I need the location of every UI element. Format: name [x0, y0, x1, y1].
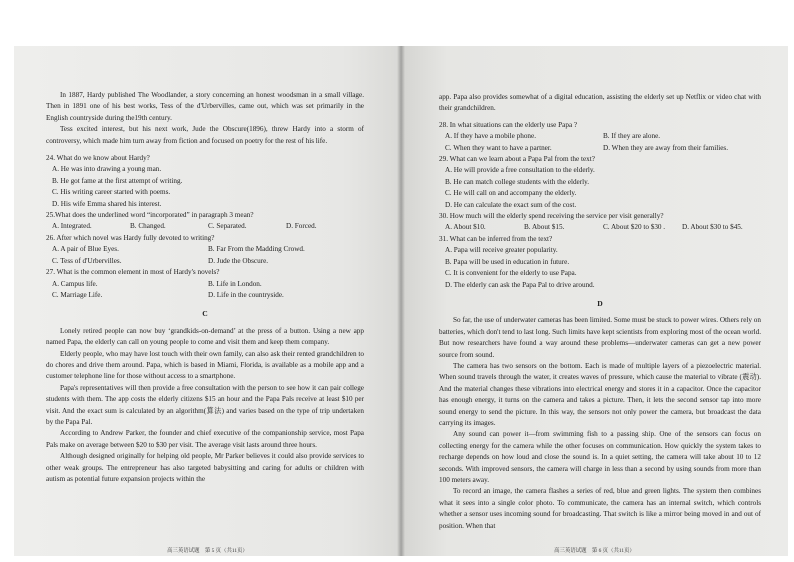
book-spread — [14, 46, 788, 556]
option-a: A. Integrated. — [52, 222, 92, 231]
page-footer: 高三英语试题 第 6 页（共11页） — [554, 548, 635, 554]
options-row — [439, 143, 761, 154]
question-25 — [46, 210, 364, 233]
section-d-heading: D — [597, 298, 603, 308]
question-stem: 26. After which novel was Hardy fully devoted to writing? — [46, 233, 215, 242]
question-stem: 27. What is the common element in most of Hardy's novels? — [46, 268, 220, 277]
option-c: C. He will call on and accompany the elderly. — [445, 189, 577, 198]
option-a: A. About $10. — [445, 223, 486, 232]
option-d: D. About $30 to $45. — [682, 223, 743, 232]
question-stem: 31. What can be inferred from the text? — [439, 234, 553, 243]
option-a: A. Papa will receive greater popularity. — [445, 246, 558, 255]
question-28 — [439, 120, 761, 154]
option-a: A. Campus life. — [52, 279, 98, 288]
passage-c-paragraph: Papa's representatives will then provide a free consultation with the person to see how it can pair college students with them. The app costs the elderly citizens $15 an hour and the Papa Pals receive at least $10 per visit. And the exact sum is calculated by an algorithm(算法) and varies based on the type of trip undertaken by the Papa Pal. — [46, 383, 364, 426]
option-b: B. Changed. — [130, 222, 166, 231]
question-29 — [439, 154, 761, 211]
option-a: A. He will provide a free consultation to the elderly. — [445, 166, 595, 175]
option-c: C. Marriage Life. — [52, 290, 103, 299]
passage-d-paragraph: So far, the use of underwater cameras has been limited. Some must be stuck to power wires. Others rely on batteries, which don't tend to last long. Such limits have kept scientists from exploring most of the ocean world. But now researchers have found a way around these problems—underwater cameras can get a new power source from sound. — [439, 316, 761, 359]
options-row — [46, 279, 364, 290]
passage-c-paragraph: app. Papa also provides somewhat of a digital education, assisting the elderly set up Netflix or video chat with their grandchildren. — [439, 93, 761, 113]
option-a: A. A pair of Blue Eyes. — [52, 245, 119, 254]
page-footer: 高三英语试题 第 5 页（共11页） — [167, 548, 248, 554]
option-b: B. Life in London. — [208, 279, 262, 288]
option-d: D. His wife Emma shared his interest. — [52, 199, 162, 208]
options-row — [439, 131, 761, 142]
options-row — [46, 290, 364, 301]
question-stem: 28. In what situations can the elderly use Papa ? — [439, 120, 578, 129]
passage-d-paragraph: To record an image, the camera flashes a series of red, blue and green lights. The system then combines what it sees into a single color photo. To communicate, the camera has an internal switch, which controls whether a sensor uses incoming sound for broadcasting. That switch is like a mirror being moved in and out of position. When that — [439, 487, 761, 530]
option-c: C. When they want to have a partner. — [445, 143, 552, 152]
option-a: A. He was into drawing a young man. — [52, 165, 162, 174]
question-26 — [46, 233, 364, 267]
options-row — [439, 222, 761, 233]
option-c: C. Tess of d'Urbervilles. — [52, 256, 122, 265]
option-b: B. He can match college students with the elderly. — [445, 177, 590, 186]
question-stem: 24. What do we know about Hardy? — [46, 154, 150, 163]
option-a: A. If they have a mobile phone. — [445, 132, 537, 141]
option-b: B. About $15. — [524, 223, 565, 232]
question-stem: 30. How much will the elderly spend receiving the service per visit generally? — [439, 212, 664, 221]
option-b: B. Papa will be used in education in future. — [445, 257, 570, 266]
option-d: D. The elderly can ask the Papa Pal to drive around. — [445, 280, 595, 289]
passage-c-paragraph: Elderly people, who may have lost touch with their own family, can also ask their rented grandchildren to do chores and drive them around. Papa, which is based in Miami, Florida, is available as a mobile app and a customer telephone line for those without access to a smartphone. — [46, 349, 364, 381]
option-d: D. Forced. — [286, 222, 317, 231]
question-stem: 29. What can we learn about a Papa Pal from the text? — [439, 155, 595, 164]
option-b: B. If they are alone. — [603, 132, 661, 141]
option-b: B. He got fame at the first attempt of writing. — [52, 176, 183, 185]
option-d: D. Jude the Obscure. — [208, 256, 269, 265]
passage-c-paragraph: According to Andrew Parker, the founder and chief executive of the companionship service, most Papa Pals make on average between $20 to $30 per visit. The average visit lasts around three hours. — [46, 429, 364, 449]
passage-b-paragraph: In 1887, Hardy published The Woodlander, a story concerning an honest woodsman in a small village. Then in 1891 one of his best works, Tess of the d'Urbervilles, came out, which was set primarily in the English countryside during the19th century. — [46, 91, 364, 122]
question-27 — [46, 267, 364, 301]
left-page-content — [46, 90, 364, 485]
book-gutter-shadow — [397, 46, 405, 556]
option-d: D. Life in the countryside. — [208, 290, 284, 299]
options-row — [46, 244, 364, 255]
option-b: B. Far From the Madding Crowd. — [208, 245, 305, 254]
options-row — [46, 256, 364, 267]
passage-b-paragraph: Tess excited interest, but his next work, Jude the Obscure(1896), threw Hardy into a storm of controversy, which made him turn away from fiction and focused on poetry for the rest of his life. — [46, 125, 364, 145]
option-c: C. His writing career started with poems. — [52, 188, 171, 197]
section-c-heading: C — [202, 309, 208, 319]
passage-d-paragraph: Any sound can power it—from swimming fish to a passing ship. One of the sensors can focus on collecting energy for the camera while the other focuses on communication. How quickly the system takes to recharge depends on how loud and close the sound is. In a quiet setting, the camera will take about 10 to 12 seconds. With improved sensors, the camera will charge in less than a second by using sounds from more than 100 meters away. — [439, 430, 761, 484]
passage-c-paragraph: Lonely retired people can now buy ‘grandkids-on-demand’ at the press of a button. Using a new app named Papa, the elderly can call on young people to come and visit them and keep them company. — [46, 326, 364, 347]
options-row — [46, 221, 364, 232]
question-stem: 25.What does the underlined word “incorporated” in paragraph 3 mean? — [46, 211, 254, 220]
option-d: D. When they are away from their families. — [603, 143, 729, 152]
left-page — [14, 46, 401, 556]
right-page-content — [439, 92, 761, 532]
question-24 — [46, 153, 364, 210]
option-c: C. About $20 to $30 . — [603, 223, 666, 232]
passage-d-paragraph: The camera has two sensors on the bottom. Each is made of multiple layers of a piezoelectric material. When sound travels through the water, it creates waves of pressure, which cause the material to vibrate (震动). And the material changes these vibrations into electrical energy and stores it in a capacitor. Once the capacitor has enough energy, it turns on the camera and takes a picture. Then, it lets the second sensor tap into more sound energy to send the picture. In this way, the sensors not only power the camera, but broadcast the data carrying its images. — [439, 361, 761, 427]
question-30 — [439, 211, 761, 234]
passage-c-paragraph: Although designed originally for helping old people, Mr Parker believes it could also provide services to other weak groups. The entrepreneur has also targeted babysitting and caring for adults or children with autism as potential future expansion projects within the — [46, 452, 364, 483]
question-31 — [439, 234, 761, 291]
option-c: C. Separated. — [208, 222, 247, 231]
option-d: D. He can calculate the exact sum of the cost. — [445, 200, 577, 209]
option-c: C. It is convenient for the elderly to use Papa. — [445, 269, 577, 278]
right-page — [401, 46, 788, 556]
